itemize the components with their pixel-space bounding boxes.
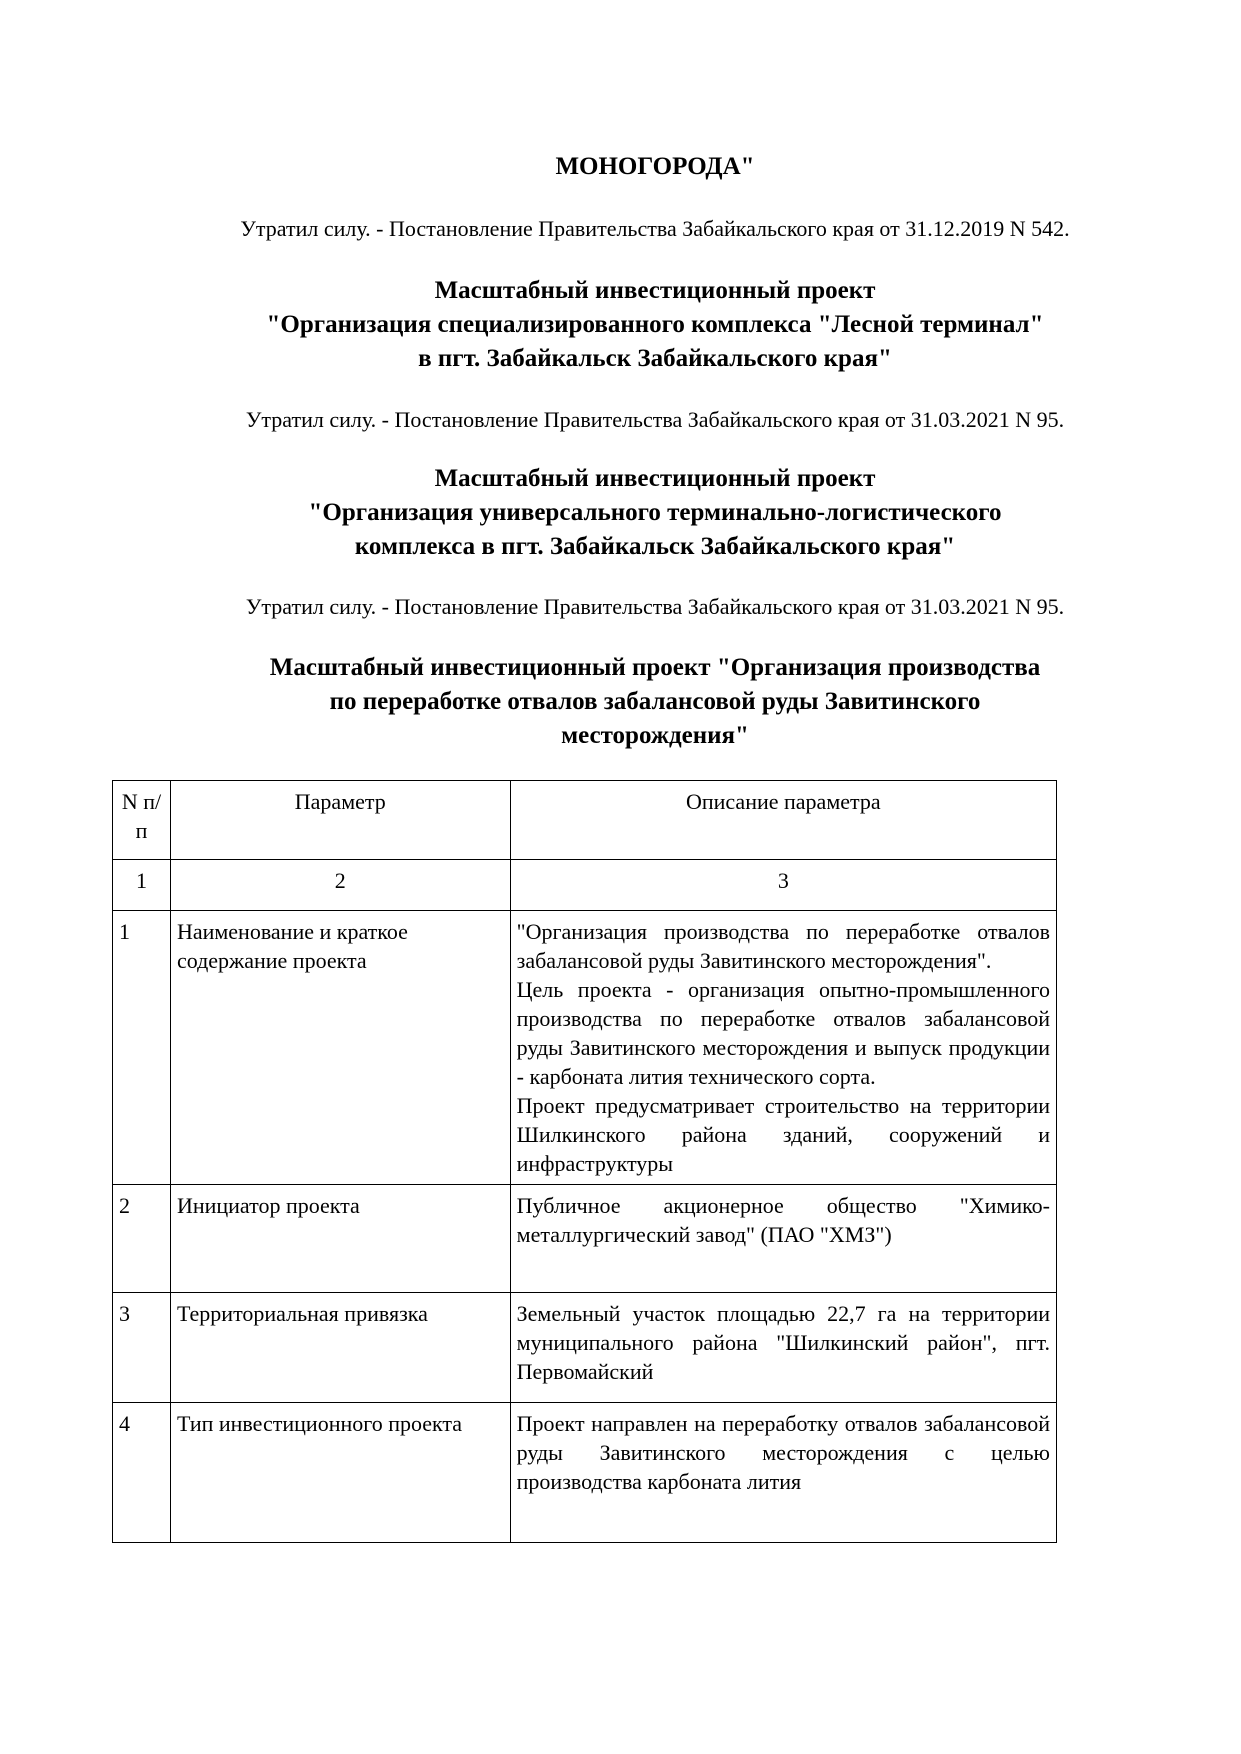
project-parameters-table bbox=[112, 780, 1057, 1543]
project-heading-2 bbox=[150, 274, 1160, 376]
header-parameter: Параметр bbox=[170, 781, 510, 860]
heading-line: "Организация специализированного комплекса "Лесной терминал" bbox=[266, 311, 1044, 338]
table-row bbox=[113, 911, 1057, 1185]
heading-line: "Организация универсального терминально-логистического bbox=[308, 499, 1002, 526]
description-paragraph: "Организация производства по переработке отвалов забалансовой руды Завитинского месторождения". bbox=[516, 919, 1050, 973]
description-paragraph: Публичное акционерное общество "Химико-металлургический завод" (ПАО "ХМЗ") bbox=[516, 1193, 1050, 1247]
row-description bbox=[510, 1293, 1056, 1403]
heading-line: Масштабный инвестиционный проект "Организация производства bbox=[269, 654, 1041, 681]
heading-line: комплекса в пгт. Забайкальск Забайкальского края" bbox=[354, 533, 956, 560]
header-number: N п/п bbox=[113, 781, 171, 860]
description-paragraph: Земельный участок площадью 22,7 га на территории муниципального района "Шилкинский район", пгт. Первомайский bbox=[516, 1301, 1050, 1384]
description-paragraph: Проект предусматривает строительство на территории Шилкинского района зданий, сооружений и инфраструктуры bbox=[516, 1093, 1050, 1176]
row-number: 2 bbox=[113, 1185, 171, 1293]
row-parameter: Наименование и краткое содержание проекта bbox=[170, 911, 510, 1185]
heading-line: Масштабный инвестиционный проект bbox=[434, 465, 876, 492]
section-title: МОНОГОРОДА" bbox=[555, 153, 755, 180]
row-number: 1 bbox=[113, 911, 171, 1185]
row-parameter: Территориальная привязка bbox=[170, 1293, 510, 1403]
row-number: 3 bbox=[113, 1293, 171, 1403]
column-number: 2 bbox=[170, 860, 510, 911]
table-header-row bbox=[113, 781, 1057, 860]
description-paragraph: Проект направлен на переработку отвалов забалансовой руды Завитинского месторождения с целью производства карбоната лития bbox=[516, 1411, 1050, 1494]
column-number: 3 bbox=[510, 860, 1056, 911]
project-heading-4 bbox=[150, 651, 1160, 753]
table-row bbox=[113, 1185, 1057, 1293]
description-paragraph: Цель проекта - организация опытно-промышленного производства по переработке отвалов забалансовой руды Завитинского месторождения и выпуск продукции - карбоната лития технического сорта. bbox=[516, 977, 1050, 1089]
row-description bbox=[510, 1403, 1056, 1543]
repeal-note-1: Утратил силу. - Постановление Правительства Забайкальского края от 31.12.2019 N 542. bbox=[240, 216, 1070, 241]
row-parameter: Тип инвестиционного проекта bbox=[170, 1403, 510, 1543]
heading-line: Масштабный инвестиционный проект bbox=[434, 277, 876, 304]
heading-line: месторождения" bbox=[561, 722, 749, 749]
heading-line: по переработке отвалов забалансовой руды Завитинского bbox=[329, 688, 981, 715]
repeal-note-3: Утратил силу. - Постановление Правительства Забайкальского края от 31.03.2021 N 95. bbox=[245, 594, 1065, 619]
column-number-row bbox=[113, 860, 1057, 911]
row-description bbox=[510, 1185, 1056, 1293]
row-parameter: Инициатор проекта bbox=[170, 1185, 510, 1293]
column-number: 1 bbox=[113, 860, 171, 911]
header-description: Описание параметра bbox=[510, 781, 1056, 860]
heading-line: в пгт. Забайкальск Забайкальского края" bbox=[418, 345, 892, 372]
table-row bbox=[113, 1293, 1057, 1403]
table-row bbox=[113, 1403, 1057, 1543]
repeal-note-2: Утратил силу. - Постановление Правительства Забайкальского края от 31.03.2021 N 95. bbox=[245, 407, 1065, 432]
row-description bbox=[510, 911, 1056, 1185]
project-heading-3 bbox=[150, 462, 1160, 564]
row-number: 4 bbox=[113, 1403, 171, 1543]
